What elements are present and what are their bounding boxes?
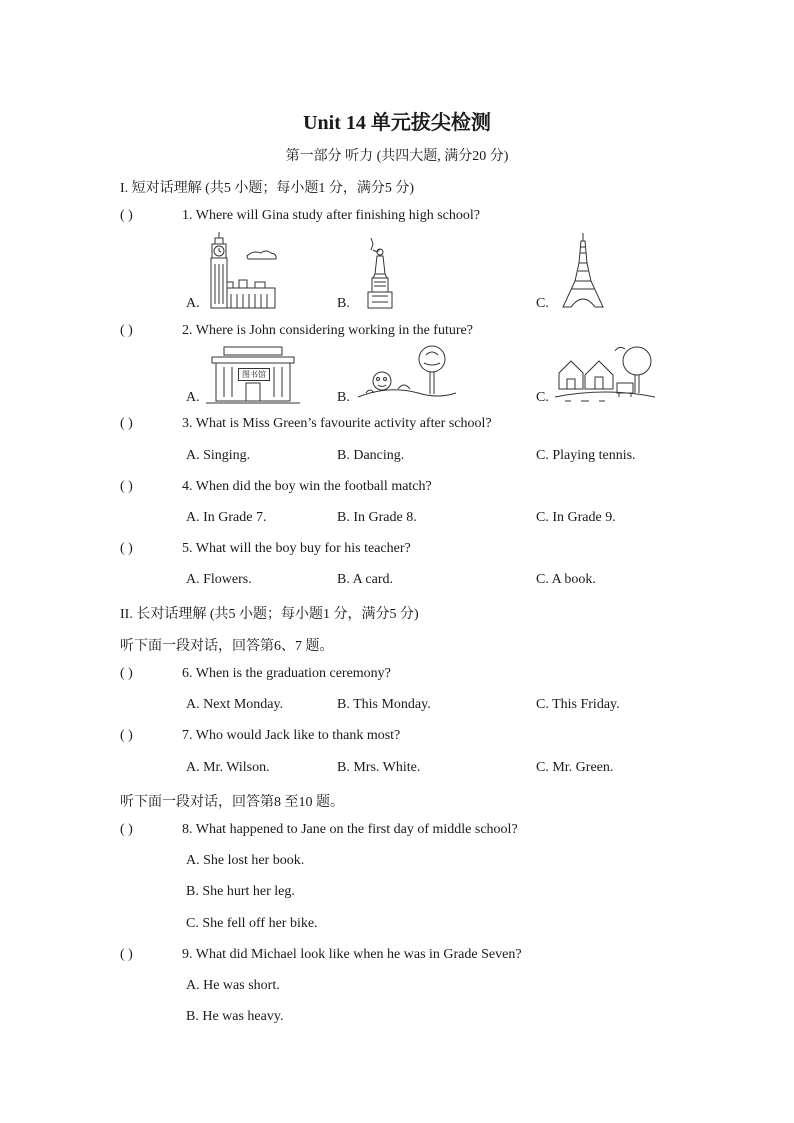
q9-option-b[interactable]: B. He was heavy. [186, 1009, 284, 1024]
answer-blank[interactable]: ( ) [120, 416, 133, 431]
farm-icon [555, 343, 655, 405]
library-icon [206, 347, 300, 405]
q2-option-c-label: C. [536, 390, 549, 405]
section-2-heading: II. 长对话理解 (共5 小题；每小题1 分，满分5 分) [120, 607, 419, 622]
q4-option-b[interactable]: B. In Grade 8. [337, 510, 417, 525]
question-text: 6. When is the graduation ceremony? [182, 666, 391, 681]
question-text: 3. What is Miss Green’s favourite activity after school? [182, 416, 492, 431]
instruction-6-7: 听下面一段对话，回答第6、7 题。 [120, 639, 334, 654]
question-6 [120, 666, 391, 682]
q7-option-c[interactable]: C. Mr. Green. [536, 760, 614, 775]
q2-option-b-label: B. [337, 390, 350, 405]
q2-option-a-label: A. [186, 390, 200, 405]
question-3 [120, 416, 492, 432]
q9-option-a[interactable]: A. He was short. [186, 978, 280, 993]
library-sign: 图书馆 [238, 368, 270, 381]
question-text: 1. Where will Gina study after finishing high school? [182, 208, 480, 223]
answer-blank[interactable]: ( ) [120, 822, 133, 837]
countryside-icon [358, 345, 456, 403]
question-4 [120, 479, 432, 495]
q6-option-c[interactable]: C. This Friday. [536, 697, 620, 712]
page-title: Unit 14 单元拔尖检测 [303, 112, 491, 134]
q8-option-b[interactable]: B. She hurt her leg. [186, 884, 295, 899]
answer-blank[interactable]: ( ) [120, 208, 133, 223]
answer-blank[interactable]: ( ) [120, 666, 133, 681]
eiffel-tower-icon [558, 233, 608, 309]
q6-option-b[interactable]: B. This Monday. [337, 697, 431, 712]
instruction-8-10: 听下面一段对话，回答第8 至10 题。 [120, 795, 344, 810]
question-9 [120, 947, 522, 963]
question-5 [120, 541, 411, 557]
question-text: 4. When did the boy win the football match? [182, 479, 432, 494]
q7-option-a[interactable]: A. Mr. Wilson. [186, 760, 270, 775]
q7-option-b[interactable]: B. Mrs. White. [337, 760, 421, 775]
q8-option-c[interactable]: C. She fell off her bike. [186, 916, 318, 931]
q3-option-b[interactable]: B. Dancing. [337, 448, 405, 463]
question-text: 8. What happened to Jane on the first day of middle school? [182, 822, 518, 837]
question-text: 9. What did Michael look like when he was in Grade Seven? [182, 947, 522, 962]
answer-blank[interactable]: ( ) [120, 479, 133, 494]
q4-option-a[interactable]: A. In Grade 7. [186, 510, 267, 525]
q8-option-a[interactable]: A. She lost her book. [186, 853, 305, 868]
q5-option-a[interactable]: A. Flowers. [186, 572, 252, 587]
question-text: 5. What will the boy buy for his teacher? [182, 541, 411, 556]
q3-option-a[interactable]: A. Singing. [186, 448, 251, 463]
question-7 [120, 728, 400, 744]
answer-blank[interactable]: ( ) [120, 947, 133, 962]
part-one-subtitle: 第一部分 听力 (共四大题, 满分20 分) [285, 149, 509, 164]
statue-of-liberty-icon [362, 236, 396, 310]
big-ben-icon [205, 232, 277, 310]
q1-option-a-label: A. [186, 296, 200, 311]
q1-option-b-label: B. [337, 296, 350, 311]
question-1 [120, 208, 480, 224]
q1-option-c-label: C. [536, 296, 549, 311]
question-8 [120, 822, 518, 838]
answer-blank[interactable]: ( ) [120, 541, 133, 556]
answer-blank[interactable]: ( ) [120, 728, 133, 743]
q5-option-b[interactable]: B. A card. [337, 572, 393, 587]
q6-option-a[interactable]: A. Next Monday. [186, 697, 284, 712]
question-2 [120, 323, 473, 339]
question-text: 2. Where is John considering working in the future? [182, 323, 473, 338]
q5-option-c[interactable]: C. A book. [536, 572, 596, 587]
question-text: 7. Who would Jack like to thank most? [182, 728, 401, 743]
q4-option-c[interactable]: C. In Grade 9. [536, 510, 616, 525]
answer-blank[interactable]: ( ) [120, 323, 133, 338]
section-1-heading: I. 短对话理解 (共5 小题；每小题1 分，满分5 分) [120, 181, 414, 196]
q3-option-c[interactable]: C. Playing tennis. [536, 448, 636, 463]
